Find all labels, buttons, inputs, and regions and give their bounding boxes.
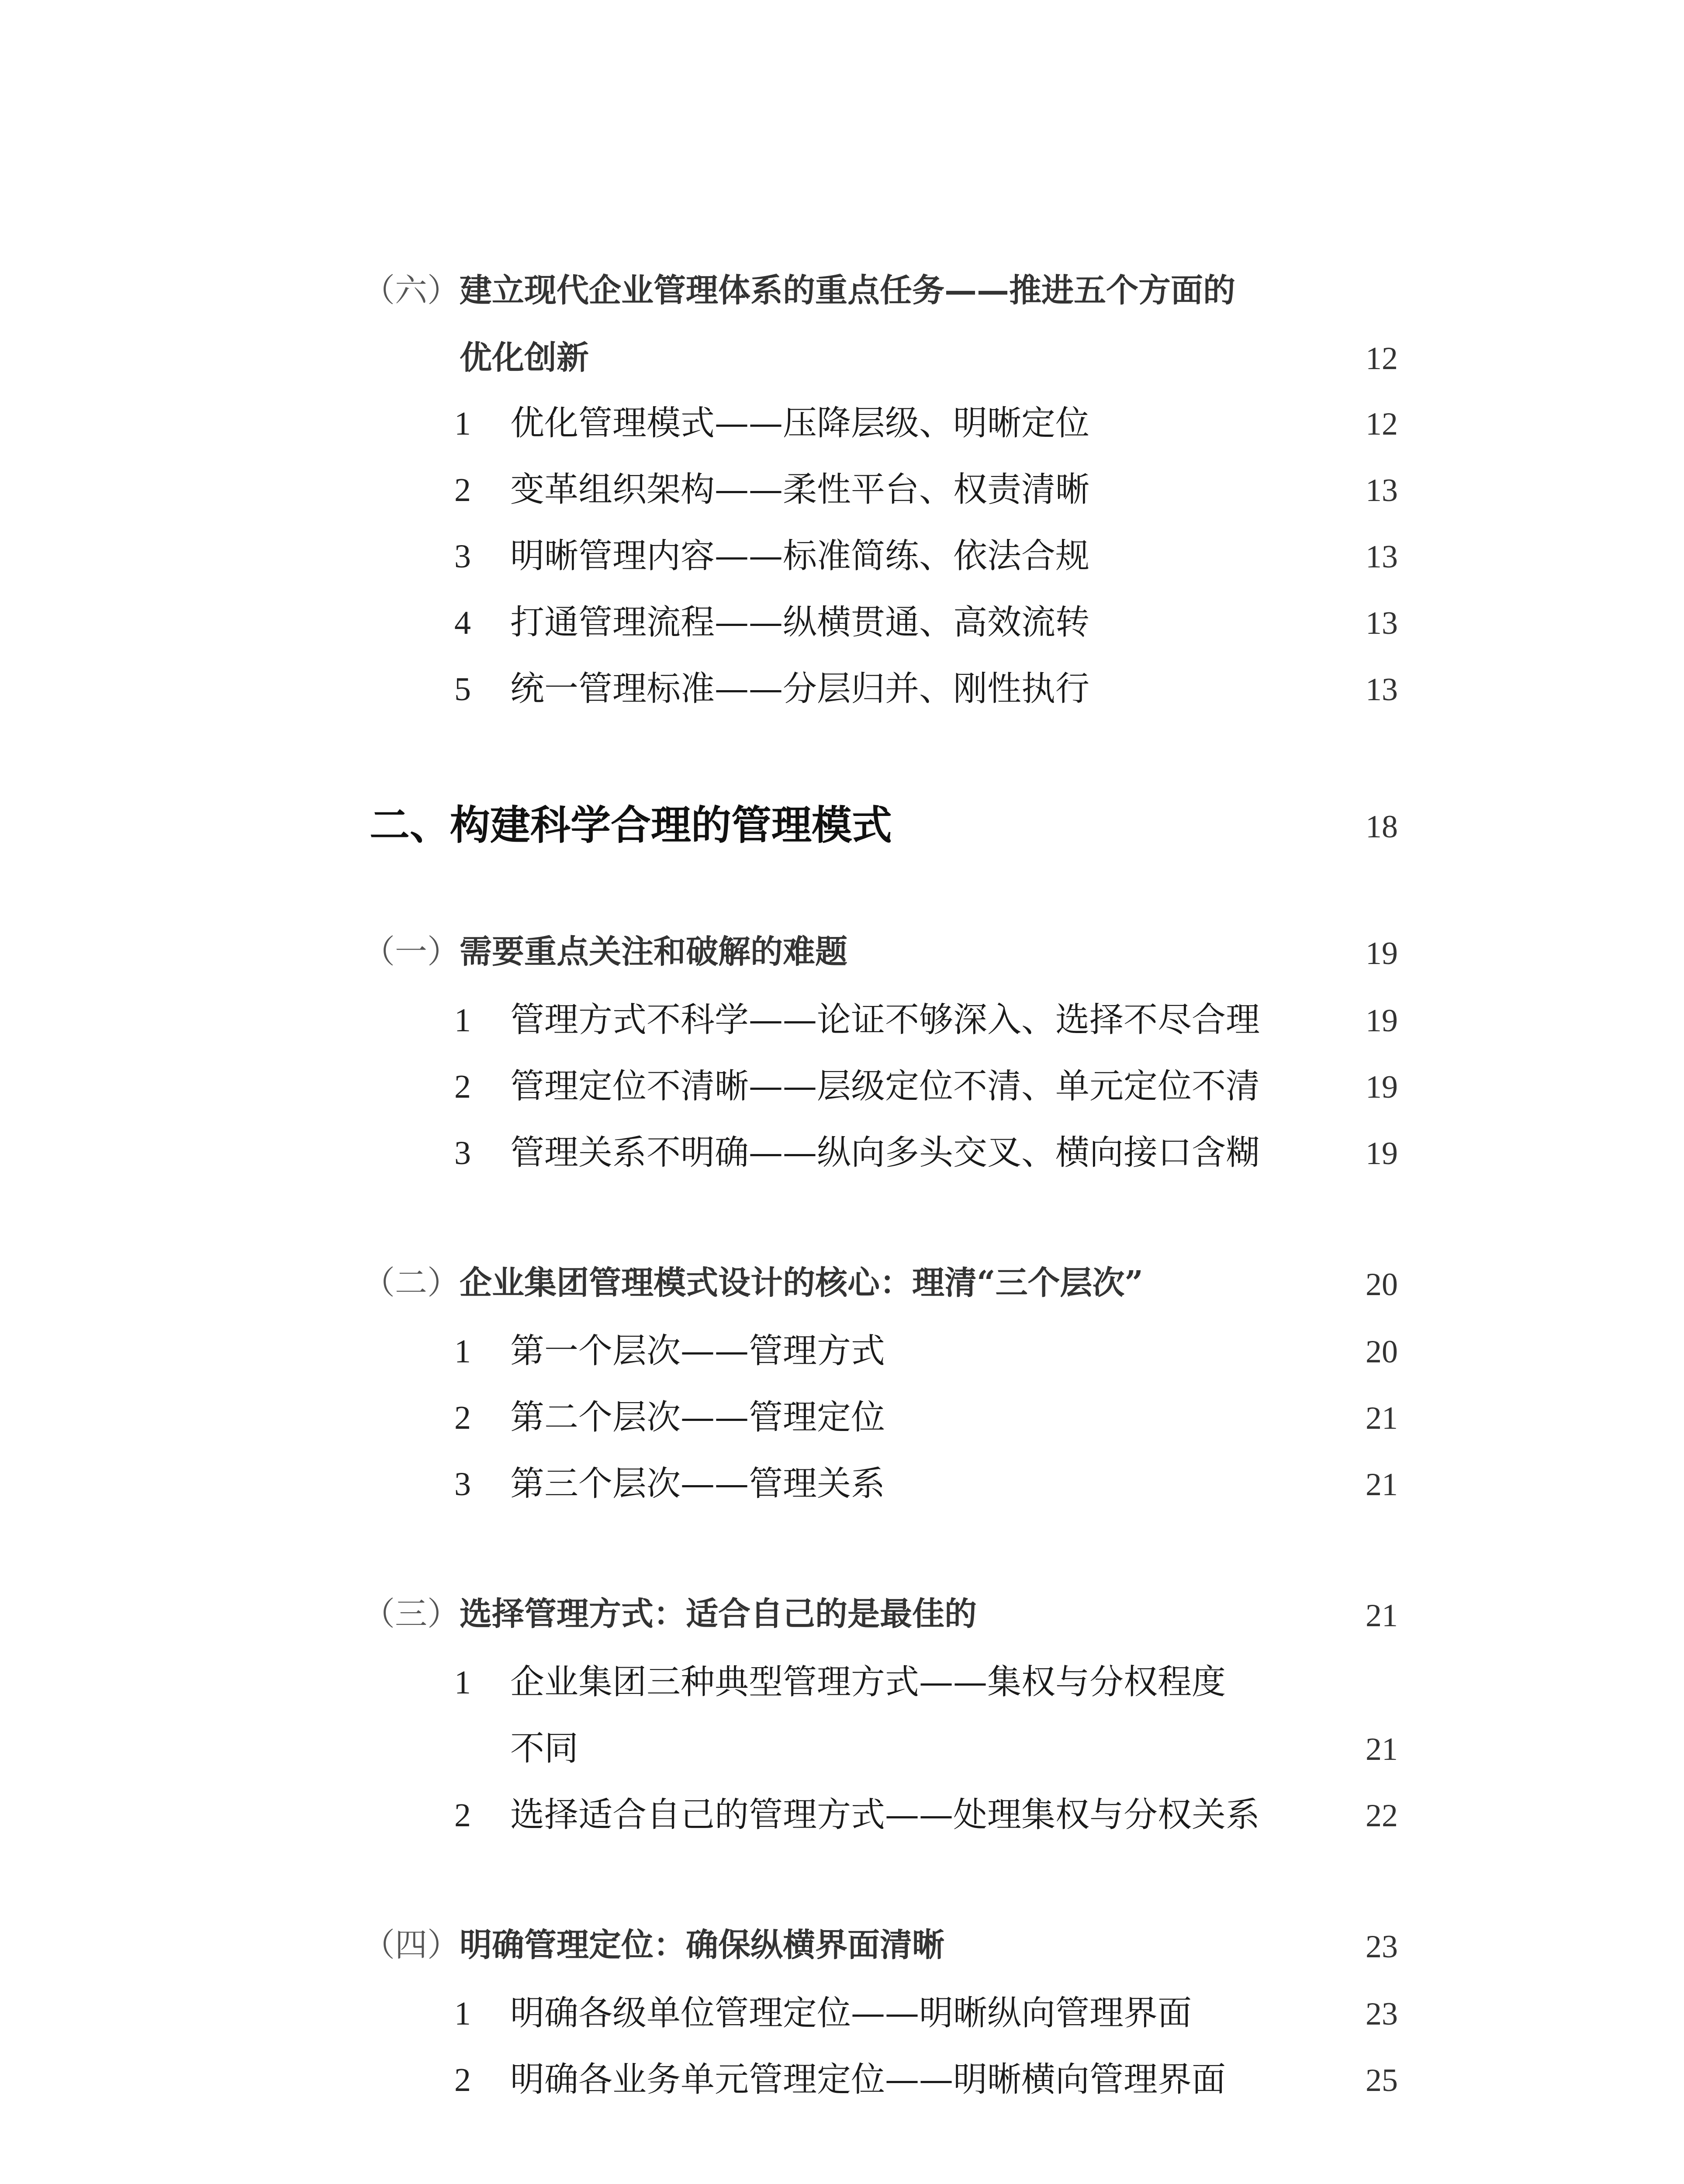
item-title: 管理定位不清晰——层级定位不清、单元定位不清: [510, 1067, 1260, 1106]
item-title: 第三个层次——管理关系: [510, 1464, 885, 1503]
chapter-title: 二、构建科学合理的管理模式: [370, 802, 892, 849]
page-number: 12: [1366, 341, 1398, 377]
page-number: 23: [1366, 1929, 1398, 1965]
page-number: 13: [1366, 672, 1398, 708]
section-prefix: （六）: [363, 272, 460, 309]
item-title: 管理方式不科学——论证不够深入、选择不尽合理: [510, 1000, 1260, 1040]
section-title-line1: 建立现代企业管理体系的重点任务——推进五个方面的: [460, 272, 1235, 309]
page-number: 18: [1366, 809, 1398, 845]
item-title: 明确各级单位管理定位——明晰纵向管理界面: [510, 1994, 1192, 2033]
item-title: 第一个层次——管理方式: [510, 1331, 885, 1371]
item-number: 1: [454, 1333, 471, 1370]
page-number: 19: [1366, 1003, 1398, 1039]
page-number: 21: [1366, 1467, 1398, 1503]
item-number: 1: [454, 405, 471, 442]
section-heading-text: [363, 933, 847, 971]
item-title: 选择适合自己的管理方式——处理集权与分权关系: [510, 1795, 1260, 1835]
page-number: 21: [1366, 1731, 1398, 1767]
item-title: 第二个层次——管理定位: [510, 1398, 885, 1437]
item-number: 2: [454, 2062, 471, 2098]
item-title-line1: 企业集团三种典型管理方式——集权与分权程度: [510, 1662, 1226, 1702]
page-number: 19: [1366, 1136, 1398, 1171]
section-prefix: （四）: [363, 1926, 460, 1964]
page-number: 21: [1366, 1598, 1398, 1634]
page-number: 19: [1366, 1069, 1398, 1105]
section-title-line2: 优化创新: [460, 339, 589, 377]
section-title: 明确管理定位：确保纵横界面清晰: [460, 1926, 944, 1964]
page-number: 20: [1366, 1267, 1398, 1303]
item-title-line2: 不同: [510, 1729, 579, 1768]
page-number: 13: [1366, 473, 1398, 508]
section-title: 选择管理方式：适合自己的是最佳的: [460, 1595, 977, 1633]
page-number: 23: [1366, 1996, 1398, 2032]
item-number: 1: [454, 1002, 471, 1039]
section-title: 需要重点关注和破解的难题: [460, 933, 847, 971]
item-number: 2: [454, 1400, 471, 1436]
item-title: 管理关系不明确——纵向多头交叉、横向接口含糊: [510, 1133, 1260, 1172]
section-heading-text: [363, 1264, 1144, 1302]
section-heading-text: [363, 1926, 944, 1964]
page-number: 25: [1366, 2063, 1398, 2098]
item-number: 1: [454, 1664, 471, 1701]
section-title: 企业集团管理模式设计的核心：理清“三个层次”: [460, 1264, 1144, 1302]
item-number: 2: [454, 1068, 471, 1105]
item-number: 3: [454, 538, 471, 575]
page-number: 19: [1366, 936, 1398, 971]
item-number: 3: [454, 1466, 471, 1503]
item-number: 3: [454, 1135, 471, 1171]
item-number: 5: [454, 671, 471, 708]
section-prefix: （二）: [363, 1264, 460, 1302]
page-number: 13: [1366, 539, 1398, 575]
page-number: 20: [1366, 1334, 1398, 1370]
section-heading-text: [363, 1595, 977, 1633]
item-title: 明晰管理内容——标准简练、依法合规: [510, 536, 1090, 576]
page-number: 13: [1366, 605, 1398, 641]
section-heading-6[interactable]: [363, 274, 1235, 307]
section-prefix: （一）: [363, 933, 460, 971]
item-title: 变革组织架构——柔性平台、权责清晰: [510, 470, 1090, 509]
item-number: 2: [454, 472, 471, 508]
item-number: 1: [454, 1995, 471, 2032]
item-title: 统一管理标准——分层归并、刚性执行: [510, 669, 1090, 708]
item-title: 明确各业务单元管理定位——明晰横向管理界面: [510, 2060, 1226, 2099]
item-number: 2: [454, 1797, 471, 1834]
page-number: 12: [1366, 406, 1398, 442]
item-title: 打通管理流程——纵横贯通、高效流转: [510, 603, 1090, 642]
item-title: 优化管理模式——压降层级、明晰定位: [510, 404, 1090, 443]
page-number: 22: [1366, 1798, 1398, 1834]
page-number: 21: [1366, 1400, 1398, 1436]
item-number: 4: [454, 605, 471, 641]
section-prefix: （三）: [363, 1595, 460, 1633]
